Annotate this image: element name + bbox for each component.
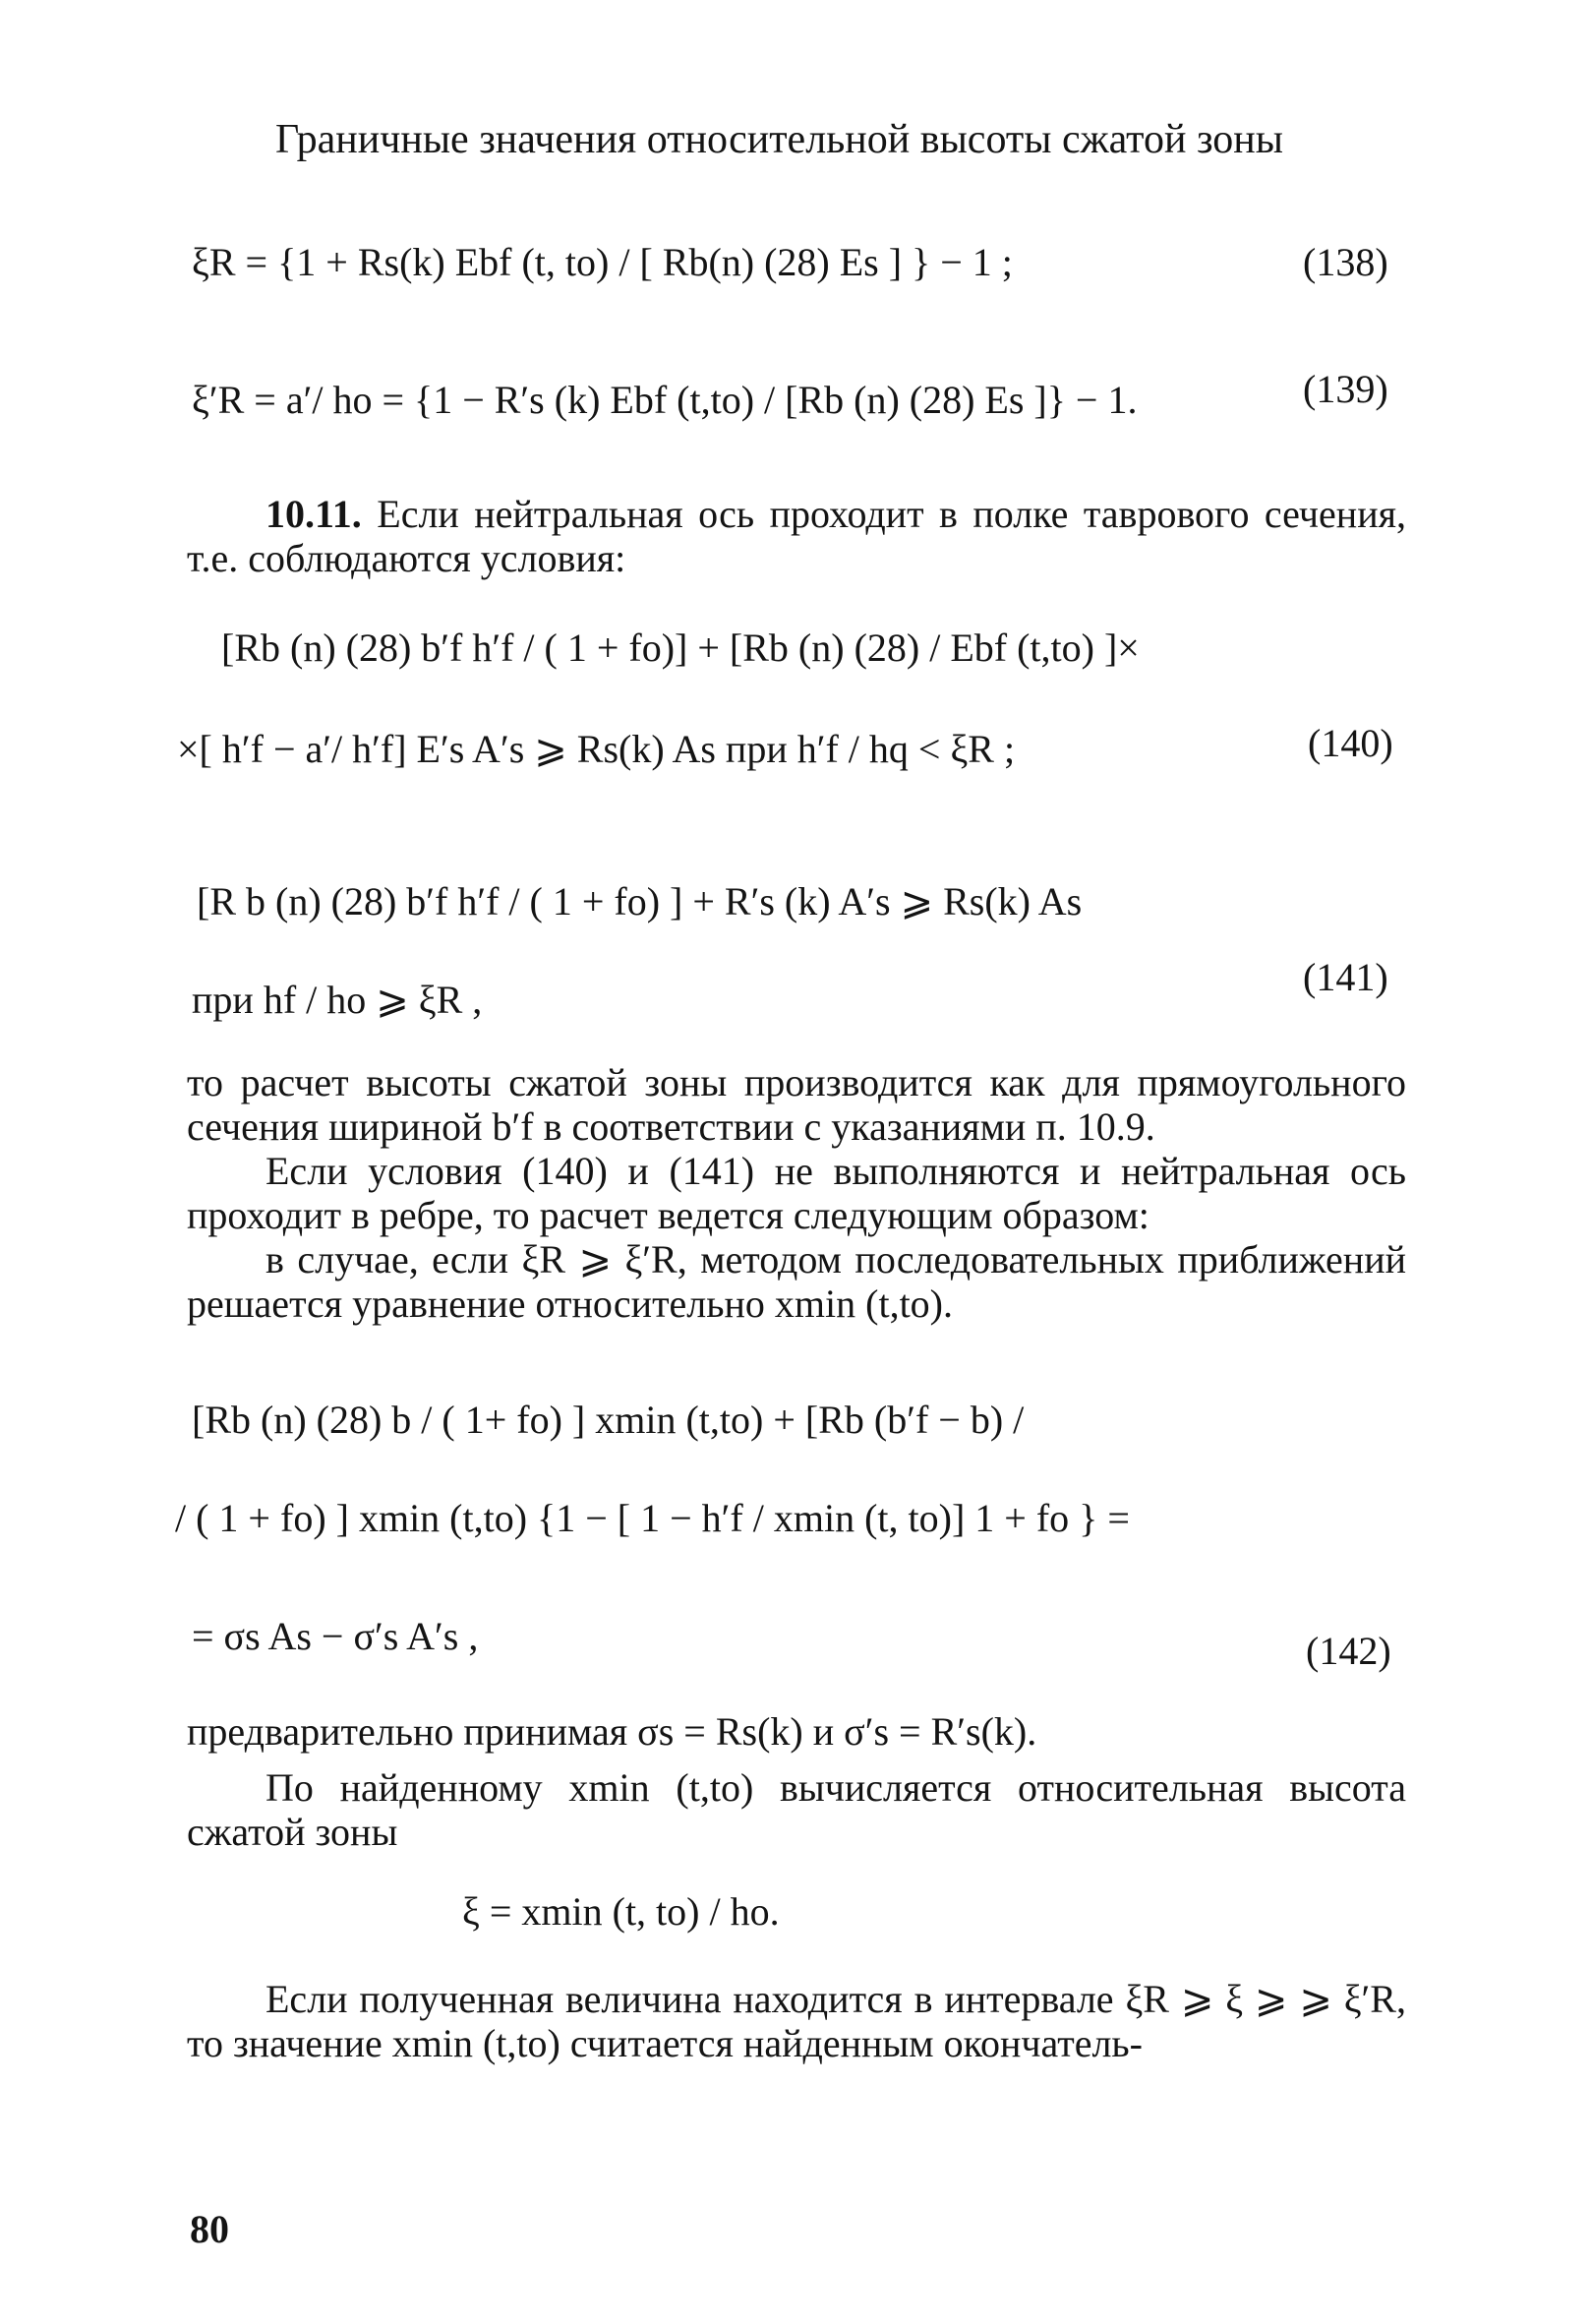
paragraph-2: то расчет высоты сжатой зоны производится как для прямоугольного сечения шириной b′f в соответствии с указаниями п. 10.9. (187, 1060, 1406, 1149)
page-heading: Граничные значения относительной высоты сжатой зоны (275, 117, 1284, 162)
formula-142-line-2: / ( 1 + fo) ] xmin (t,to) {1 − [ 1 − h′f / xmin (t, to)] 1 + fo } = (175, 1496, 1130, 1540)
formula-142-line-3: = σs As − σ′s A′s , (192, 1614, 479, 1658)
paragraph-6: По найденному xmin (t,to) вычисляется относительная высота сжатой зоны (187, 1765, 1406, 1854)
formula-140-line-2: ×[ h′f − a′/ h′f] E′s A′s ⩾ Rs(k) As при h′f / hq < ξR ; (177, 727, 1016, 771)
formula-139-number: (139) (1303, 367, 1388, 411)
paragraph-4: в случае, если ξR ⩾ ξ′R, методом последовательных приближений решается уравнение относительно xmin (t,to). (187, 1237, 1406, 1326)
formula-142-line-1: [Rb (n) (28) b / ( 1+ fo) ] xmin (t,to) + [Rb (b′f − b) / (192, 1398, 1025, 1442)
paragraph-3: Если условия (140) и (141) не выполняются и нейтральная ось проходит в ребре, то расчет ведется следующим образом: (187, 1149, 1406, 1237)
paragraph-section-10-11 (187, 492, 1406, 580)
section-number: 10.11. (265, 492, 362, 536)
formula-140-number: (140) (1308, 721, 1393, 765)
formula-141-number: (141) (1303, 955, 1388, 999)
formula-138-number: (138) (1303, 240, 1388, 284)
formula-140-line-1: [Rb (n) (28) b′f h′f / ( 1 + fo)] + [Rb (n) (28) / Ebf (t,to) ]× (221, 626, 1140, 670)
formula-138: ξR = {1 + Rs(k) Ebf (t, to) / [ Rb(n) (28) Es ] } − 1 ; (192, 240, 1013, 284)
formula-142-number: (142) (1306, 1629, 1391, 1673)
page-number: 80 (190, 2207, 229, 2251)
formula-139: ξ′R = a′/ ho = {1 − R′s (k) Ebf (t,to) / [Rb (n) (28) Es ]} − 1. (192, 378, 1138, 422)
formula-141-line-1: [R b (n) (28) b′f h′f / ( 1 + fo) ] + R′s (k) A′s ⩾ Rs(k) As (197, 879, 1083, 924)
paragraph-1: Если нейтральная ось проходит в полке таврового сечения, т.е. соблюдаются условия: (187, 492, 1407, 580)
formula-xi-definition: ξ = xmin (t, to) / ho. (462, 1889, 780, 1934)
formula-141-line-2: при hf / ho ⩾ ξR , (192, 978, 483, 1022)
paragraph-7: Если полученная величина находится в интервале ξR ⩾ ξ ⩾ ⩾ ξ′R, то значение xmin (t,to) считается найденным окончатель- (187, 1977, 1406, 2065)
paragraph-5: предварительно принимая σs = Rs(k) и σ′s = R′s(k). (187, 1709, 1037, 1754)
